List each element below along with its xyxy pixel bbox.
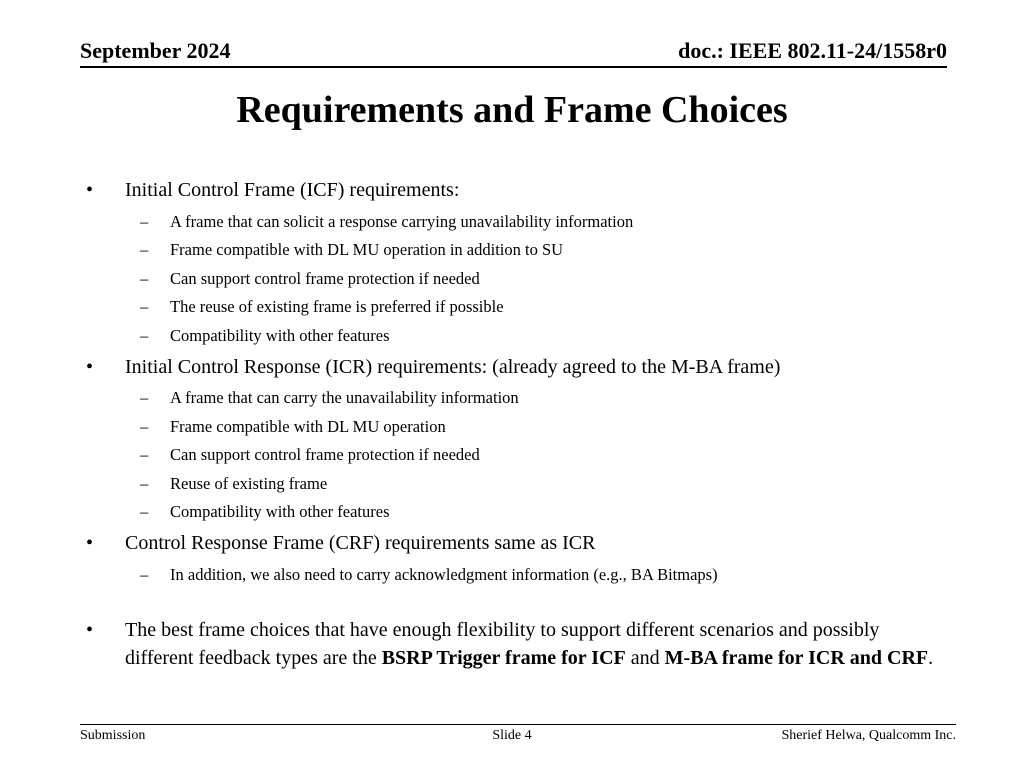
conclusion-bold-icf: BSRP Trigger frame for ICF [381, 646, 626, 669]
slide-body [85, 170, 935, 672]
sub-bullet-text: Frame compatible with DL MU operation [170, 416, 446, 436]
dash-icon: – [140, 211, 149, 231]
conclusion-text [125, 619, 933, 669]
sub-bullet-text: Compatibility with other features [170, 502, 390, 521]
sub-bullet-text: Can support control frame protection if needed [170, 268, 480, 288]
header-divider [80, 66, 947, 68]
sub-bullet [85, 473, 935, 495]
dash-icon: – [140, 502, 149, 521]
sub-bullet [85, 501, 935, 523]
sub-bullet [85, 416, 935, 438]
bullet-icon: • [86, 355, 94, 378]
footer-author: Sherief Helwa, Qualcomm Inc. [781, 728, 956, 743]
spacer [85, 586, 935, 610]
sub-bullet [85, 444, 935, 466]
dash-icon: – [140, 564, 149, 584]
dash-icon: – [140, 240, 149, 259]
sub-bullet [85, 268, 935, 290]
bullet-text: Control Response Frame (CRF) requirements same as ICR [125, 532, 596, 554]
bullet-icon: • [86, 618, 94, 641]
sub-bullet-text: Reuse of existing frame [170, 473, 328, 493]
sub-bullet-text: A frame that can solicit a response carrying unavailability information [170, 211, 634, 231]
conclusion-part2: and [625, 646, 665, 669]
footer-slide-number: Slide 4 [492, 728, 532, 743]
conclusion-bold-crf: M-BA frame for ICR and CRF [664, 646, 929, 669]
bullet-icf-requirements [85, 176, 935, 204]
sub-bullet [85, 387, 935, 409]
sub-bullet [85, 211, 935, 233]
bullet-icr-requirements [85, 353, 935, 381]
sub-bullet-text: The reuse of existing frame is preferred if possible [170, 297, 504, 316]
dash-icon: – [140, 473, 149, 493]
dash-icon: – [140, 388, 149, 407]
bullet-text: Initial Control Response (ICR) requirements: (already agreed to the M-BA frame) [125, 355, 781, 378]
dash-icon: – [140, 268, 149, 288]
footer-divider [80, 724, 956, 725]
conclusion-part1: The best frame choices that have enough flexibility to support different scenarios and possibly different feedback types are the [125, 618, 880, 669]
bullet-crf-requirements [85, 529, 935, 557]
bullet-text: Initial Control Frame (ICF) requirements: [125, 179, 460, 201]
dash-icon: – [140, 325, 149, 345]
sub-bullet [85, 296, 935, 318]
header-doc-id: doc.: IEEE 802.11-24/1558r0 [678, 38, 947, 63]
sub-bullet [85, 325, 935, 347]
dash-icon: – [140, 297, 149, 316]
sub-bullet-text: Frame compatible with DL MU operation in addition to SU [170, 240, 564, 259]
sub-bullet-text: Can support control frame protection if needed [170, 445, 480, 464]
dash-icon: – [140, 445, 149, 464]
sub-bullet [85, 564, 935, 586]
sub-bullet-text: A frame that can carry the unavailability information [170, 388, 519, 407]
sub-bullet-text: Compatibility with other features [170, 325, 390, 345]
conclusion-part3: . [928, 646, 934, 669]
footer-submission: Submission [80, 728, 146, 743]
bullet-icon: • [86, 532, 94, 554]
header-date: September 2024 [80, 38, 231, 63]
sub-bullet-text: In addition, we also need to carry acknowledgment information (e.g., BA Bitmaps) [170, 564, 718, 584]
bullet-conclusion [85, 616, 935, 672]
bullet-icon: • [86, 179, 94, 201]
dash-icon: – [140, 416, 149, 436]
sub-bullet [85, 239, 935, 261]
slide-title: Requirements and Frame Choices [236, 89, 788, 131]
